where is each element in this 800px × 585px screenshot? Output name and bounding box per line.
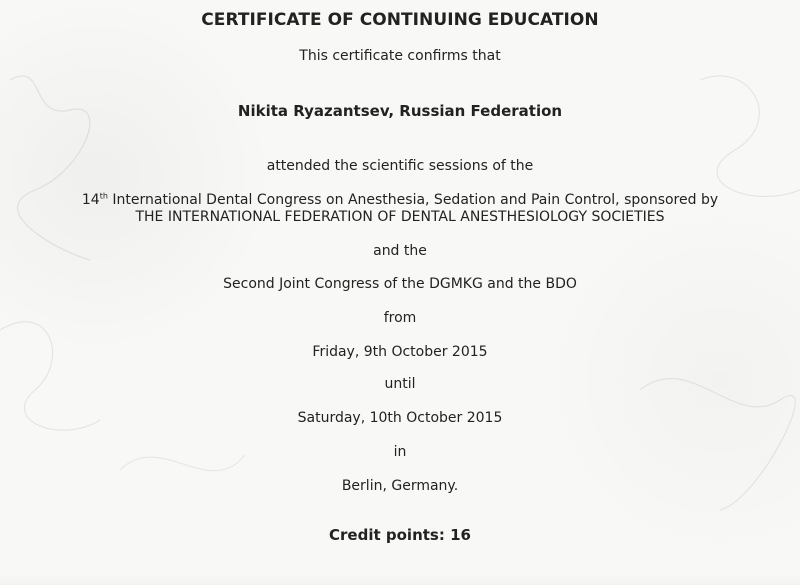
congress-number: 14 [81,192,100,208]
congress-line [0,192,800,208]
in-text: in [393,444,407,460]
recipient-name: Nikita Ryazantsev, Russian Federation [237,102,563,120]
certificate-title: CERTIFICATE OF CONTINUING EDUCATION [201,10,599,30]
and-the-text: and the [373,243,427,259]
confirmation-text: This certificate confirms that [299,48,501,64]
start-date: Friday, 9th October 2015 [312,344,488,360]
location-text: Berlin, Germany. [341,478,459,494]
attended-text: attended the scientific sessions of the [266,158,534,174]
end-date: Saturday, 10th October 2015 [297,410,503,426]
from-text: from [383,310,417,326]
congress-description: International Dental Congress on Anesthesia, Sedation and Pain Control, sponsored by [107,192,719,208]
paper-edge-shadow [0,573,800,585]
congress-number-suffix: th [99,191,108,201]
federation-name: THE INTERNATIONAL FEDERATION OF DENTAL ANESTHESIOLOGY SOCIETIES [135,209,665,225]
second-congress-text: Second Joint Congress of the DGMKG and the BDO [223,276,577,292]
until-text: until [384,376,416,392]
credit-points: Credit points: 16 [329,526,471,544]
